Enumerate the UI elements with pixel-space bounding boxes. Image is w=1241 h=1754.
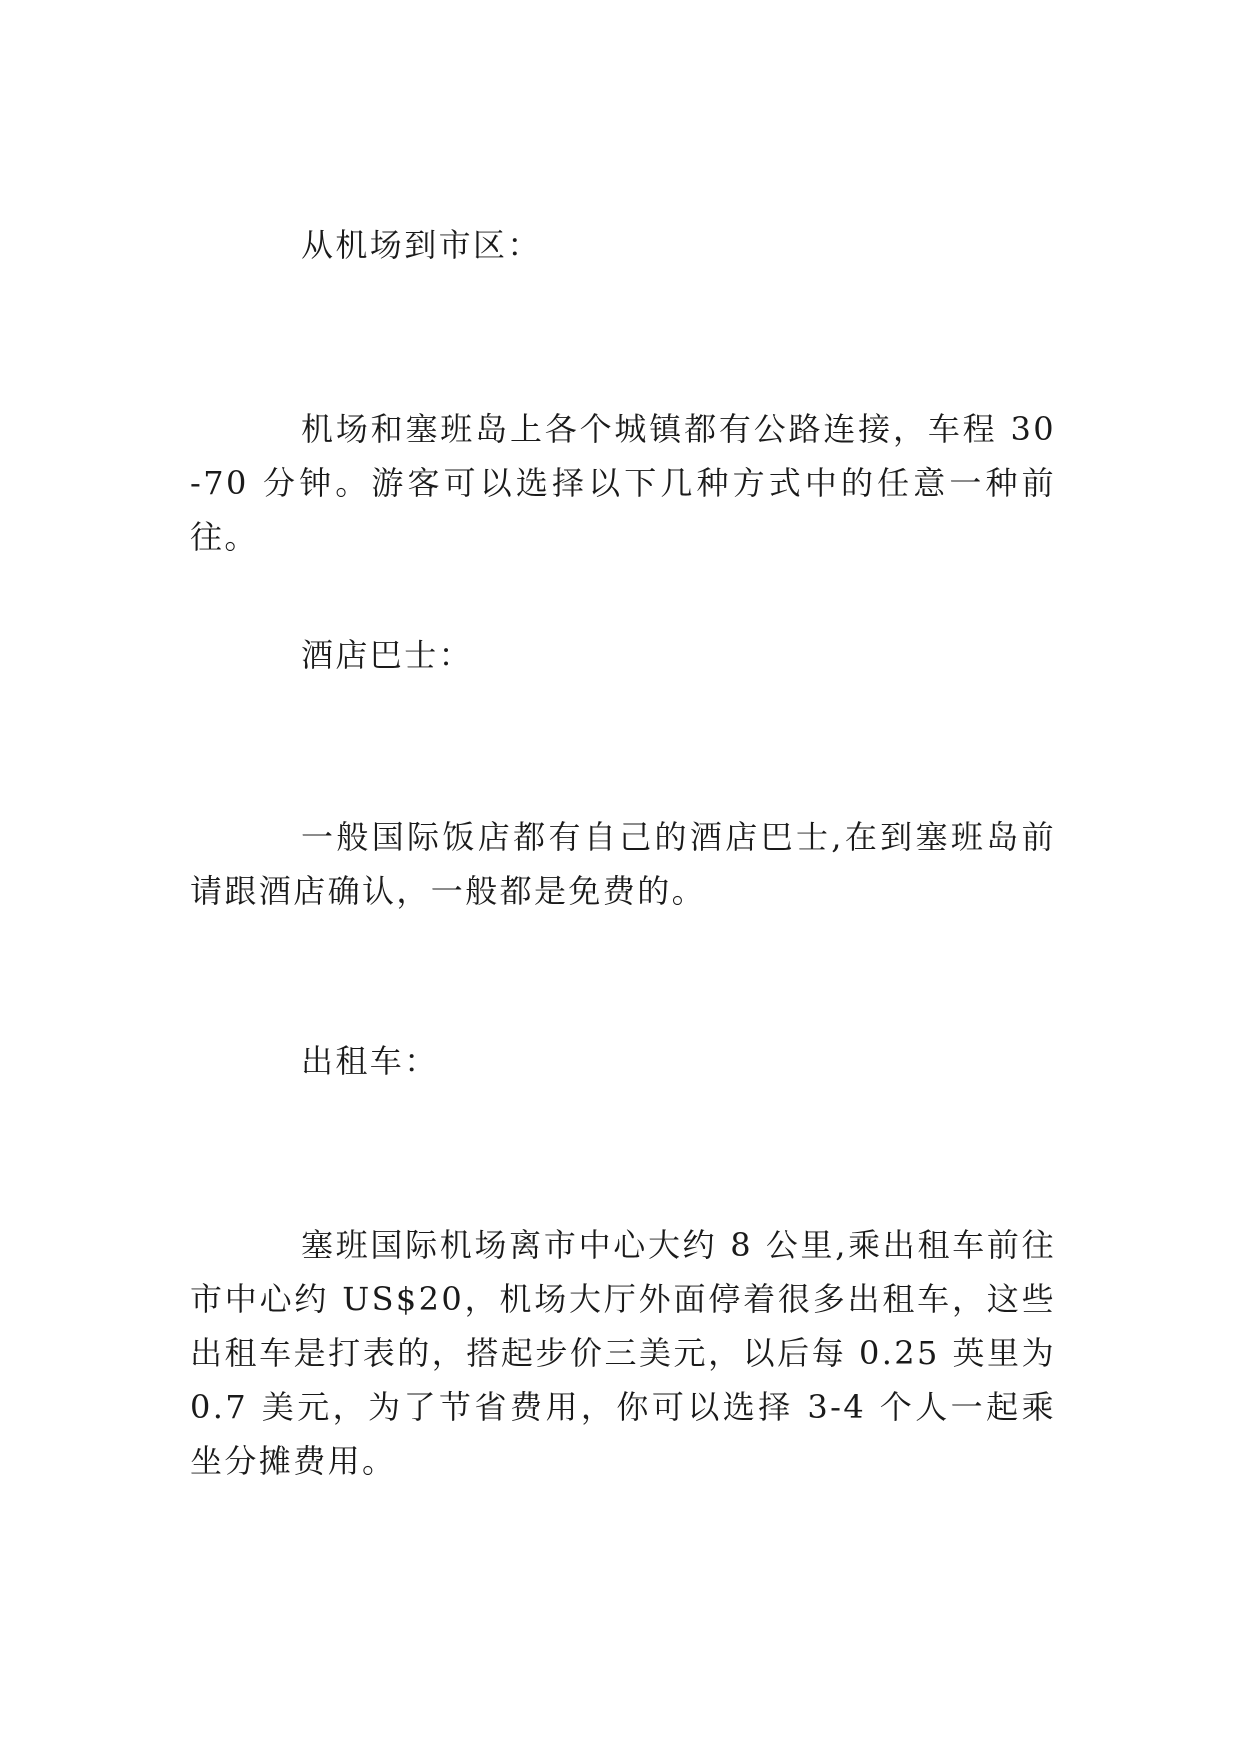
heading-airport-to-city: 从机场到市区： xyxy=(301,226,542,264)
heading-taxi: 出租车： xyxy=(301,1042,439,1080)
paragraph-hotel-bus: 一般国际饭店都有自己的酒店巴士,在到塞班岛前请跟酒店确认，一般都是免费的。 xyxy=(190,818,1056,910)
paragraph-road-connection: 机场和塞班岛上各个城镇都有公路连接，车程 30-70 分钟。游客可以选择以下几种方式中的任意一种前往。 xyxy=(190,410,1056,556)
paragraph-taxi: 塞班国际机场离市中心大约 8 公里,乘出租车前往市中心约 US$20，机场大厅外面停着很多出租车，这些出租车是打表的，搭起步价三美元，以后每 0.25 英里为 0.7 美元，为了节省费用，你可以选择 3-4 个人一起乘坐分摊费用。 xyxy=(190,1226,1056,1480)
heading-hotel-bus: 酒店巴士： xyxy=(301,636,474,674)
